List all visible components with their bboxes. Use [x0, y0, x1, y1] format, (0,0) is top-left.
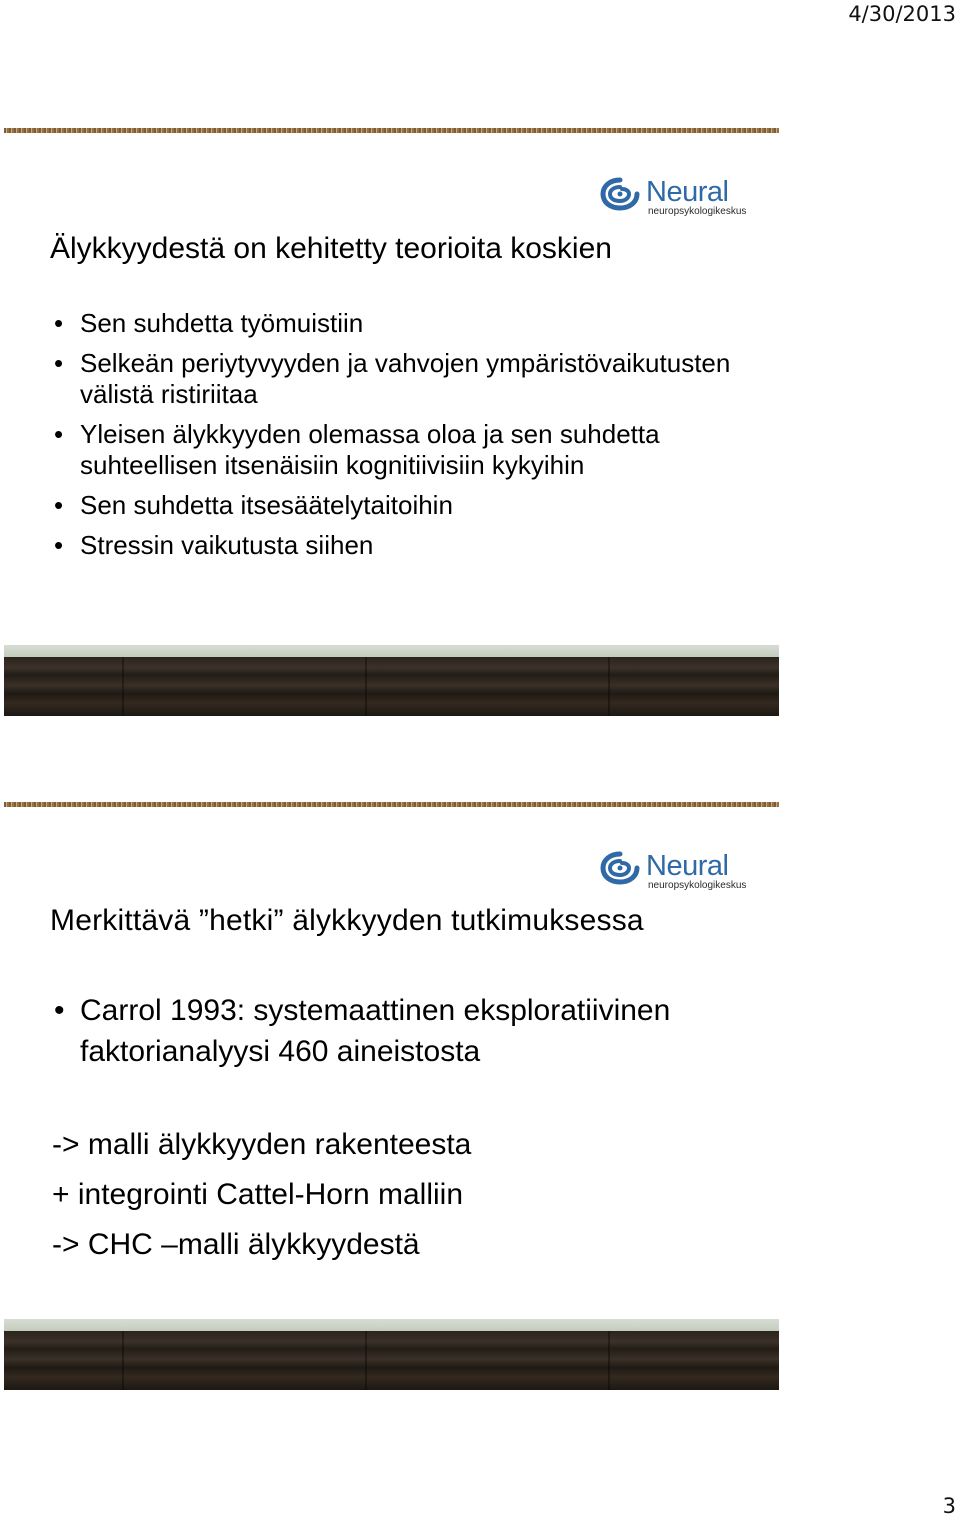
bullet-dot-icon: •: [54, 419, 64, 449]
wood-footer-band: [4, 645, 779, 716]
neural-swirl-icon: [600, 176, 640, 212]
neural-swirl-icon: [600, 850, 640, 886]
page-date: 4/30/2013: [848, 2, 956, 26]
neural-logo: [600, 176, 747, 220]
slide-top-rule: [4, 802, 779, 807]
bullet-text: Stressin vaikutusta siihen: [80, 530, 374, 560]
slide-top-rule: [4, 128, 779, 133]
bullet-item: [52, 530, 752, 561]
bullet-text: Carrol 1993: systemaattinen eksploratiivinen faktorianalyysi 460 aineistosta: [80, 994, 671, 1068]
bullet-dot-icon: •: [54, 490, 64, 520]
plain-lines: [52, 1120, 471, 1270]
slide-2: [4, 802, 779, 1392]
sage-strip: [4, 645, 779, 657]
bullet-text: Sen suhdetta itsesäätelytaitoihin: [80, 490, 453, 520]
bullet-dot-icon: •: [54, 308, 64, 338]
bullet-dot-icon: •: [54, 994, 65, 1027]
bullet-text: Yleisen älykkyyden olemassa oloa ja sen suhdetta suhteellisen itsenäisiin kognitiivisiin kykyihin: [80, 419, 660, 480]
bullet-item: [52, 308, 752, 339]
bullet-item: [52, 990, 752, 1072]
wood-planks: [4, 657, 779, 716]
wood-footer-band: [4, 1319, 779, 1390]
neural-logo: [600, 850, 747, 894]
bullet-dot-icon: •: [54, 348, 64, 378]
bullet-item: [52, 419, 752, 481]
logo-wordmark: Neural: [646, 850, 729, 882]
sage-strip: [4, 1319, 779, 1331]
bullet-text: Selkeän periytyvyyden ja vahvojen ympäristövaikutusten välistä ristiriitaa: [80, 348, 731, 409]
text-line: + integrointi Cattel-Horn malliin: [52, 1178, 464, 1211]
bullet-item: [52, 490, 752, 521]
bullet-list: [52, 308, 752, 570]
bullet-item: [52, 348, 752, 410]
page-number: 3: [942, 1494, 956, 1518]
wood-planks: [4, 1331, 779, 1390]
slide-1: [4, 128, 779, 718]
bullet-list: [52, 990, 752, 1072]
bullet-text: Sen suhdetta työmuistiin: [80, 308, 364, 338]
logo-wordmark: Neural: [646, 176, 729, 208]
logo-subtitle: neuropsykologikeskus: [648, 880, 747, 891]
slide-title: Älykkyydestä on kehitetty teorioita koskien: [50, 232, 612, 265]
text-line: -> CHC –malli älykkyydestä: [52, 1228, 420, 1261]
slide-title: Merkittävä ”hetki” älykkyyden tutkimuksessa: [50, 904, 644, 937]
text-line: -> malli älykkyyden rakenteesta: [52, 1128, 472, 1161]
bullet-dot-icon: •: [54, 530, 64, 560]
logo-subtitle: neuropsykologikeskus: [648, 206, 747, 217]
